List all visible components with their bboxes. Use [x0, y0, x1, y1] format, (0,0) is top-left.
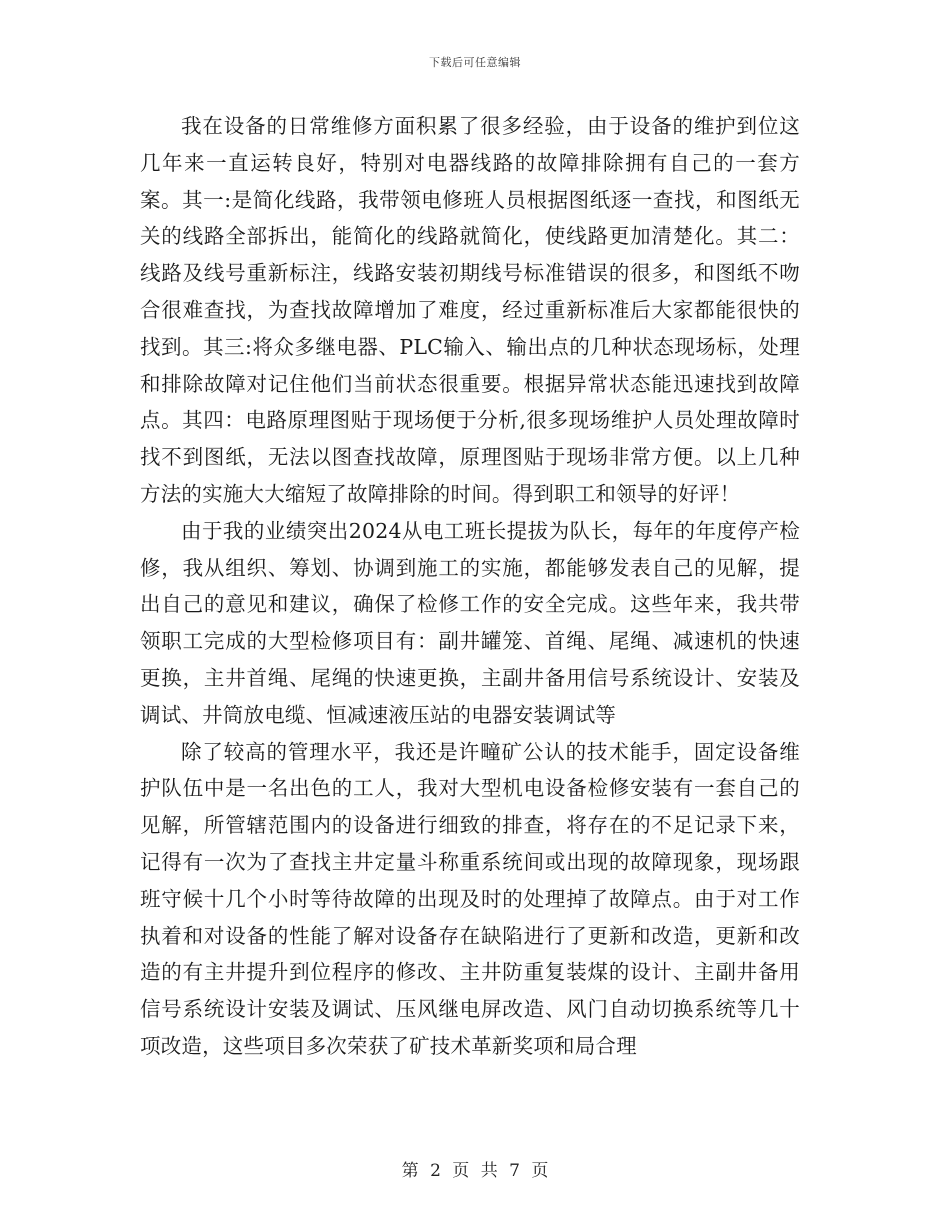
- page-header: 下载后可任意编辑: [429, 56, 521, 69]
- paragraph-promotion-overhaul: 由于我的业绩突出2024从电工班长提拔为队长，每年的年度停产检修，我从组织、筹划、协调到施工的实施，都能够发表自己的见解，提出自己的意见和建议，确保了检修工作的安全完成。这些年来，我共带领职工完成的大型检修项目有：副井罐笼、首绳、尾绳、减速机的快速更换，主井首绳、尾绳的快速更换，主副井备用信号系统设计、安装及调试、井筒放电缆、恒减速液压站的电器安装调试等: [140, 518, 800, 727]
- page-number: 第 2 页 共 7 页: [401, 1161, 549, 1181]
- paragraph-maintenance-experience: 我在设备的日常维修方面积累了很多经验，由于设备的维护到位这几年来一直运转良好，特别对电器线路的故障排除拥有自己的一套方案。其一:是简化线路，我带领电修班人员根据图纸逐一查找，和图纸无关的线路全部拆出，能简化的线路就简化，使线路更加清楚化。其二：线路及线号重新标注，线路安装初期线号标准错误的很多，和图纸不吻合很难查找，为查找故障增加了难度，经过重新标准后大家都能很快的找到。其三:将众多继电器、PLC输入、输出点的几种状态现场标，处理和排除故障对记住他们当前状态很重要。根据异常状态能迅速找到故障点。其四：电路原理图贴于现场便于分析,很多现场维护人员处理故障时找不到图纸，无法以图查找故障，原理图贴于现场非常方便。以上几种方法的实施大大缩短了故障排除的时间。得到职工和领导的好评！: [140, 114, 800, 506]
- document-body: [140, 108, 800, 1065]
- paragraph-technical-expertise: 除了较高的管理水平，我还是许疃矿公认的技术能手，固定设备维护队伍中是一名出色的工人，我对大型机电设备检修安装有一套自己的见解，所管辖范围内的设备进行细致的排查，将存在的不足记录下来，记得有一次为了查找主井定量斗称重系统间或出现的故障现象，现场跟班守候十几个小时等待故障的出现及时的处理掉了故障点。由于对工作执着和对设备的性能了解对设备存在缺陷进行了更新和改造，更新和改造的有主井提升到位程序的修改、主井防重复装煤的设计、主副井备用信号系统设计安装及调试、压风继电屏改造、风门自动切换系统等几十项改造，这些项目多次荣获了矿技术革新奖项和局合理: [140, 739, 800, 1058]
